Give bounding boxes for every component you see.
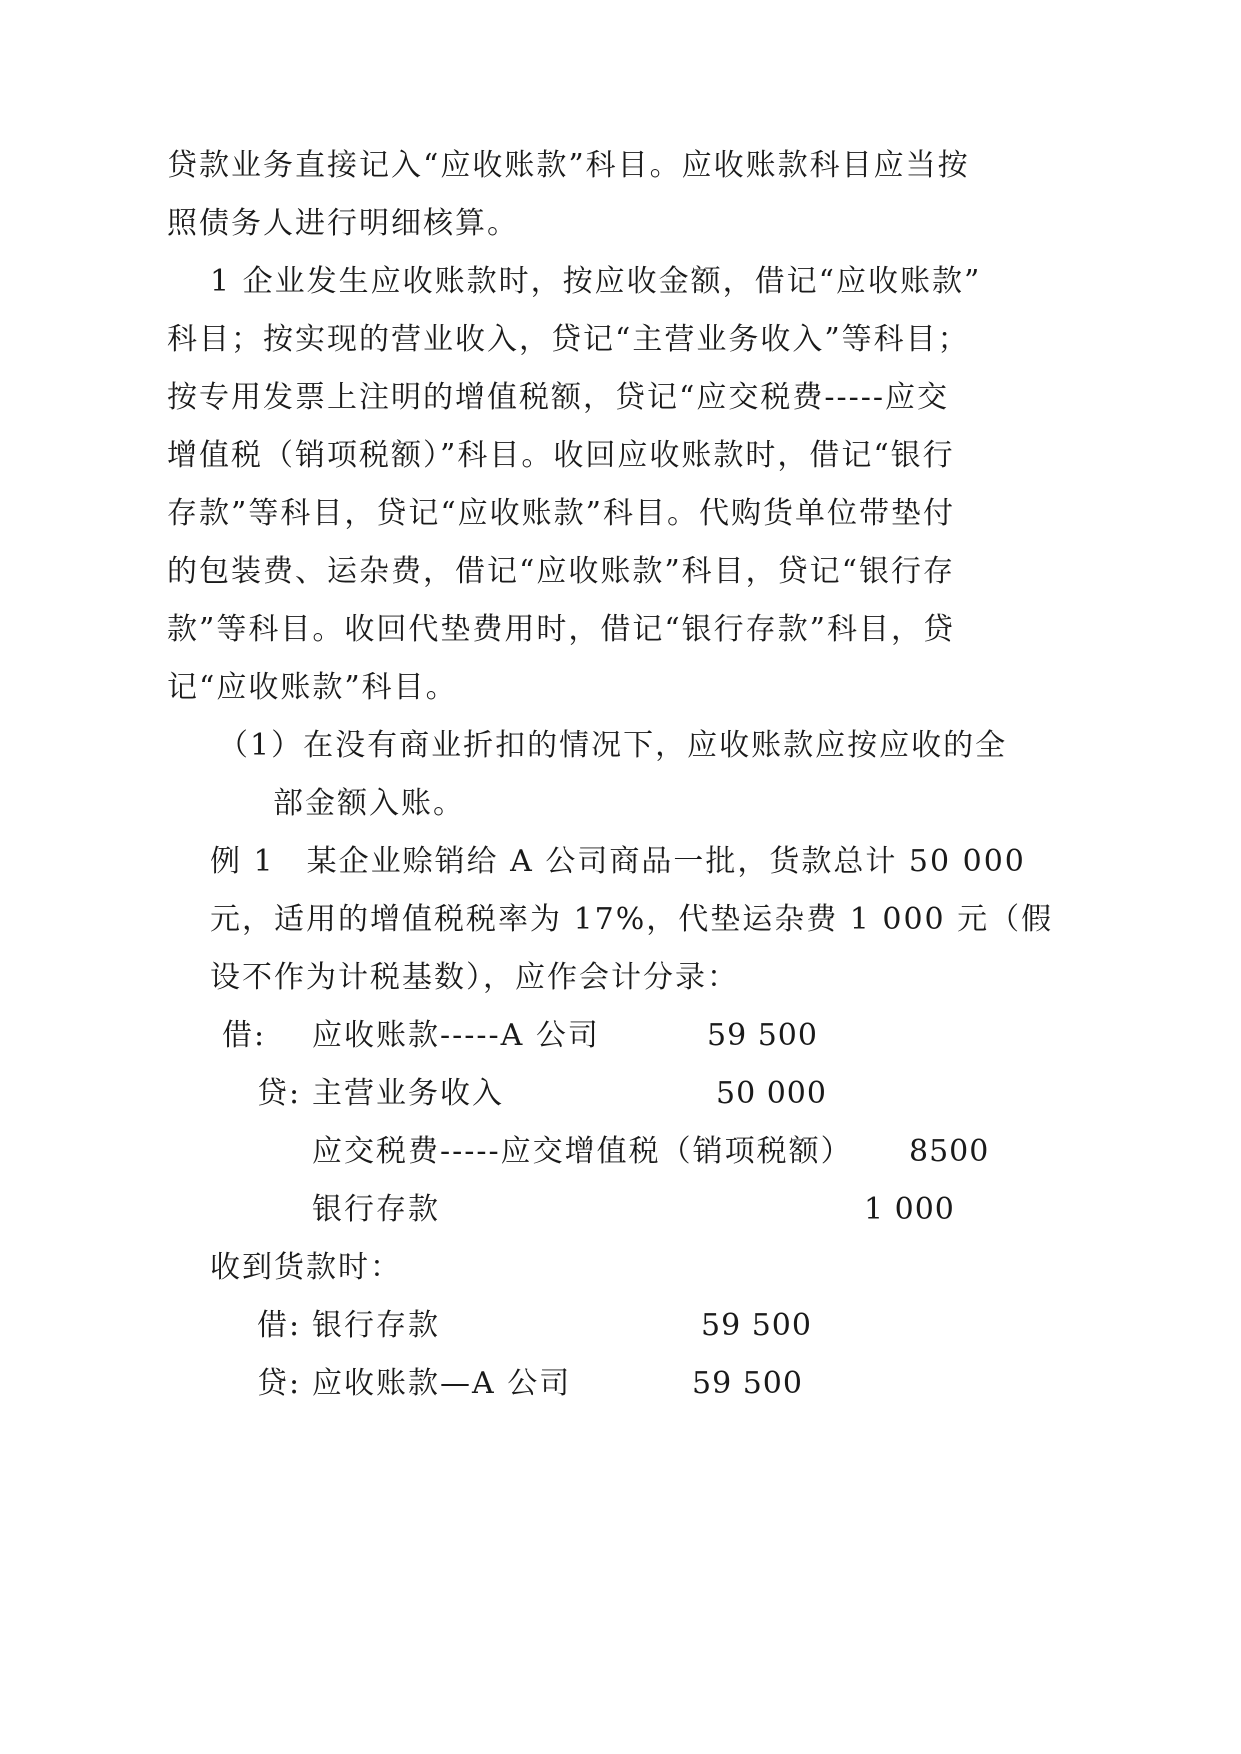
paragraph-line: （1）在没有商业折扣的情况下，应收账款应按应收的全 xyxy=(218,728,1008,763)
debit-account: 应收账款-----A 公司 xyxy=(312,1018,600,1053)
receipt-intro: 收到货款时： xyxy=(210,1250,402,1285)
paragraph-line: 部金额入账。 xyxy=(273,786,465,821)
paragraph-line: 存款”等科目，贷记“应收账款”科目。代购货单位带垫付 xyxy=(167,496,956,531)
paragraph-line: 科目；按实现的营业收入，贷记“主营业务收入”等科目； xyxy=(167,322,970,357)
debit-label: 借: xyxy=(222,1018,267,1053)
credit-amount: 59 500 xyxy=(692,1366,803,1401)
credit-account: 银行存款 xyxy=(312,1192,440,1227)
credit-label: 贷: xyxy=(257,1366,302,1401)
debit-account: 银行存款 xyxy=(312,1308,440,1343)
debit-label: 借: xyxy=(257,1308,302,1343)
paragraph-line: 款”等科目。收回代垫费用时，借记“银行存款”科目，贷 xyxy=(167,612,956,647)
example-line: 设不作为计税基数），应作会计分录： xyxy=(210,960,739,995)
credit-account: 主营业务收入 xyxy=(312,1076,504,1111)
credit-amount: 1 000 xyxy=(864,1192,955,1227)
paragraph-line: 增值税（销项税额）”科目。收回应收账款时，借记“银行 xyxy=(167,438,955,473)
credit-amount: 8500 xyxy=(909,1134,990,1169)
credit-label: 贷: xyxy=(257,1076,302,1111)
example-line: 例 1 某企业赊销给 A 公司商品一批，货款总计 50 000 xyxy=(210,844,1026,879)
paragraph-line: 按专用发票上注明的增值税额，贷记“应交税费-----应交 xyxy=(167,380,950,415)
credit-account: 应交税费-----应交增值税（销项税额） xyxy=(312,1134,853,1169)
credit-account: 应收账款—A 公司 xyxy=(312,1366,572,1401)
paragraph-line: 记“应收账款”科目。 xyxy=(167,670,458,705)
paragraph-line: 1 企业发生应收账款时，按应收金额，借记“应收账款” xyxy=(210,264,982,299)
paragraph-line: 的包装费、运杂费，借记“应收账款”科目，贷记“银行存 xyxy=(167,554,956,589)
paragraph-line: 照债务人进行明细核算。 xyxy=(167,206,519,241)
credit-amount: 50 000 xyxy=(716,1076,827,1111)
debit-amount: 59 500 xyxy=(707,1018,818,1053)
debit-amount: 59 500 xyxy=(701,1308,812,1343)
example-line: 元，适用的增值税税率为 17%，代垫运杂费 1 000 元（假 xyxy=(210,902,1054,937)
paragraph-line: 贷款业务直接记入“应收账款”科目。应收账款科目应当按 xyxy=(167,148,970,183)
